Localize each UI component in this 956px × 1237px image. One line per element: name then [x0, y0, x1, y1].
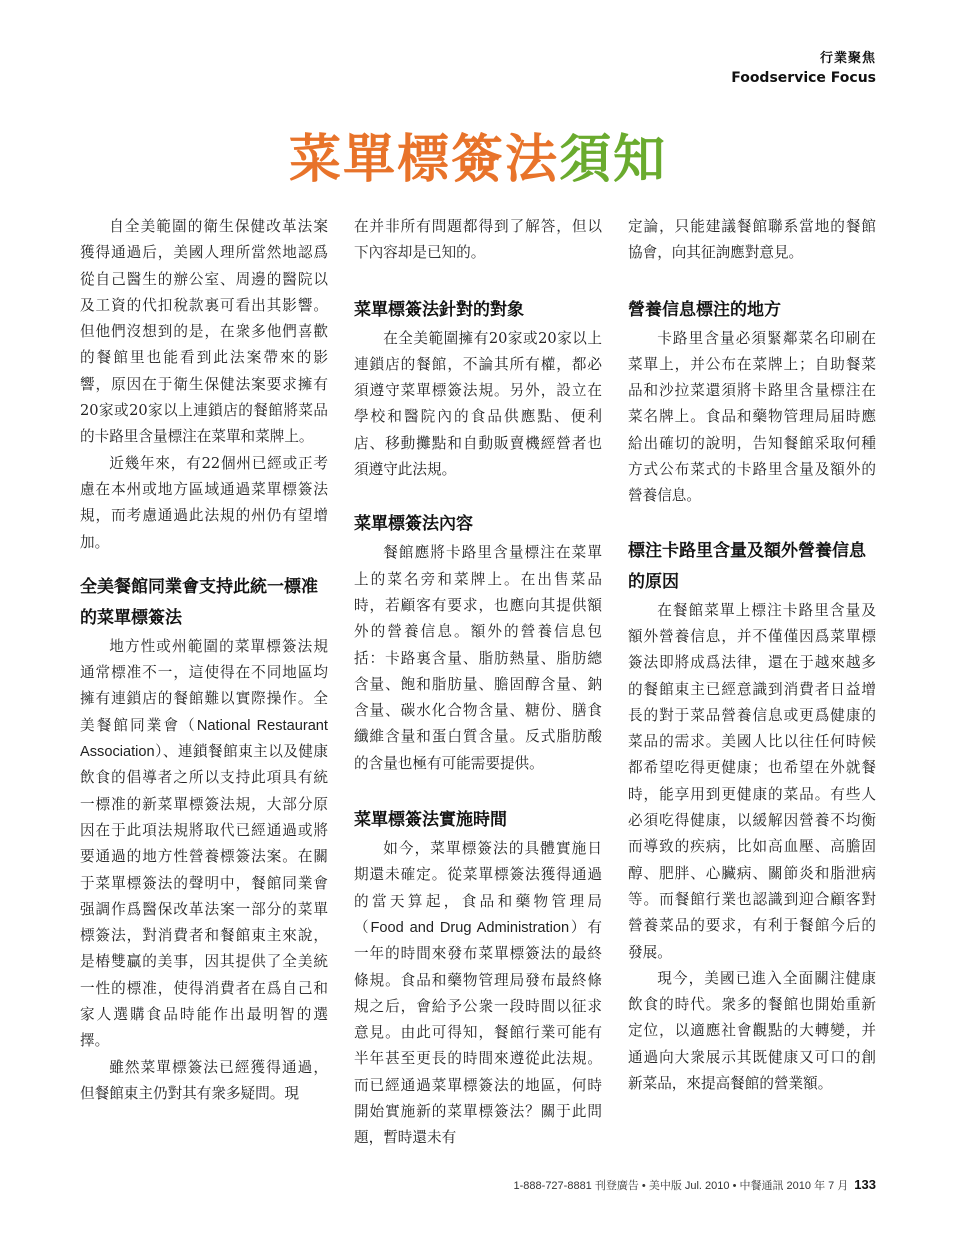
paragraph	[354, 836, 602, 1152]
paragraph: 在餐館菜單上標注卡路里含量及額外營養信息，并不僅僅因爲菜單標簽法即將成爲法律，還在于越來越多的餐館東主已經意識到消費者日益增長的對于菜品營養信息或更爲健康的菜品的需求。美國人比以往任何時候都希望吃得更健康；也希望在外就餐時，能享用到更健康的菜品。有些人必須吃得健康，以緩解因營養不均衡而導致的疾病，比如高血壓、高膽固醇、肥胖、心臟病、關節炎和脂泄病等。而餐館行業也認識到迎合顧客對營養菜品的要求，有利于餐館今后的發展。	[628, 601, 876, 961]
section-heading: 菜單標簽法內容	[354, 514, 473, 535]
article-column-2	[354, 214, 602, 1152]
section-heading: 標注卡路里含量及額外營養信息的原因	[628, 540, 866, 592]
section-heading: 菜單標簽法實施時間	[354, 810, 507, 831]
article-column-3	[628, 214, 876, 1097]
article-column-1	[80, 214, 328, 1107]
text-run: 如今，菜單標簽法的具體實施日期還未確定。從菜單標簽法獲得通過的當天算起，食品和藥物管理局（	[354, 840, 602, 936]
text-run: ）有一年的時間來發布菜單標簽法的最終條規。食品和藥物管理局發布最終條規之后，會給予公衆一段時間以征求意見。由此可得知，餐館行業可能有半年甚至更長的時間來遵從此法規。而已經通過菜單標簽法的地區，何時開始實施新的菜單標簽法？關于此問題，暫時還未有	[354, 918, 602, 1147]
text-run: Food and Drug Administration	[370, 919, 570, 936]
section-title-zh: 行業聚焦	[819, 51, 876, 66]
section-header	[731, 50, 876, 88]
paragraph: 在并非所有問題都得到了解答，但以下內容却是已知的。	[354, 218, 602, 262]
paragraph: 自全美範圍的衛生保健改革法案獲得通過后，美國人理所當然地認爲從自己醫生的辦公室、周邊的醫院以及工資的代扣稅款裏可看出其影響。但他們沒想到的是，在衆多他們喜歡的餐館里也能看到此法案帶來的影響，原因在于衛生保健法案要求擁有20家或20家以上連鎖店的餐館將菜品的卡路里含量標注在菜單和菜牌上。	[80, 218, 328, 446]
section-heading: 營養信息標注的地方	[628, 299, 781, 320]
section-heading: 全美餐館同業會支持此統一標准的菜單標簽法	[80, 576, 318, 628]
text-run: National Restaurant Association	[80, 717, 328, 761]
paragraph: 雖然菜單標簽法已經獲得通過，但餐館東主仍對其有衆多疑問。現	[80, 1058, 328, 1102]
footer-text: 1-888-727-8881 刊登廣告 • 美中版 Jul. 2010 • 中餐通訊 2010 年 7 月	[513, 1180, 849, 1192]
section-heading: 菜單標簽法針對的對象	[354, 299, 524, 320]
article-title-part2: 須知	[559, 129, 668, 190]
text-run: ）、連鎖餐館東主以及健康飲食的倡導者之所以支持此項具有統一標准的新菜單標簽法規，大部分原因在于此項法規將取代已經通過或將要通過的地方性營養標簽法案。在關于菜單標簽法的聲明中，餐館同業會强調作爲醫保改革法案一部分的菜單標簽法，對消費者和餐館東主來說，是樁雙贏的美事，因其提供了全美統一性的標准，使得消費者在爲自己和家人選購食品時能作出最明智的選擇。	[80, 743, 328, 1050]
text-run: 地方性或州範圍的菜單標簽法規通常標准不一，這使得在不同地區均擁有連鎖店的餐館難以實際操作。全美餐館同業會（	[80, 637, 328, 734]
article-title	[0, 128, 956, 192]
paragraph: 餐館應將卡路里含量標注在菜單上的菜名旁和菜牌上。在出售菜品時，若顧客有要求，也應向其提供額外的營養信息。額外的營養信息包括：卡路裏含量、脂肪熱量、脂肪總含量、飽和脂肪量、膽固醇含量、鈉含量、碳水化合物含量、糖份、膳食纖維含量和蛋白質含量。反式脂肪酸的含量也極有可能需要提供。	[354, 544, 602, 772]
paragraph: 定論，只能建議餐館聯系當地的餐館協會，向其征詢應對意見。	[628, 218, 876, 262]
paragraph: 近幾年來，有22個州已經或正考慮在本州或地方區域通過菜單標簽法規，而考慮通過此法規的州仍有望增加。	[80, 454, 328, 551]
section-title-en: Foodservice Focus	[731, 70, 876, 86]
paragraph: 卡路里含量必須緊鄰菜名印刷在菜單上，并公布在菜牌上；自助餐菜品和沙拉菜還須將卡路里含量標注在菜名牌上。食品和藥物管理局届時應給出確切的說明，告知餐館采取何種方式公布菜式的卡路里含量及額外的營養信息。	[628, 329, 876, 505]
paragraph: 在全美範圍擁有20家或20家以上連鎖店的餐館，不論其所有權，都必須遵守菜單標簽法規。另外，設立在學校和醫院內的食品供應點、便利店、移動攤點和自動販賣機經營者也須遵守此法規。	[354, 329, 602, 479]
paragraph: 現今，美國已進入全面關注健康飲食的時代。衆多的餐館也開始重新定位，以適應社會觀點的大轉變，并通過向大衆展示其既健康又可口的創新菜品，來提高餐館的營業額。	[628, 969, 876, 1093]
page-number: 133	[854, 1177, 876, 1192]
page-footer	[514, 1177, 876, 1193]
article-title-part1: 菜單標簽法	[288, 129, 559, 190]
paragraph	[80, 634, 328, 1055]
